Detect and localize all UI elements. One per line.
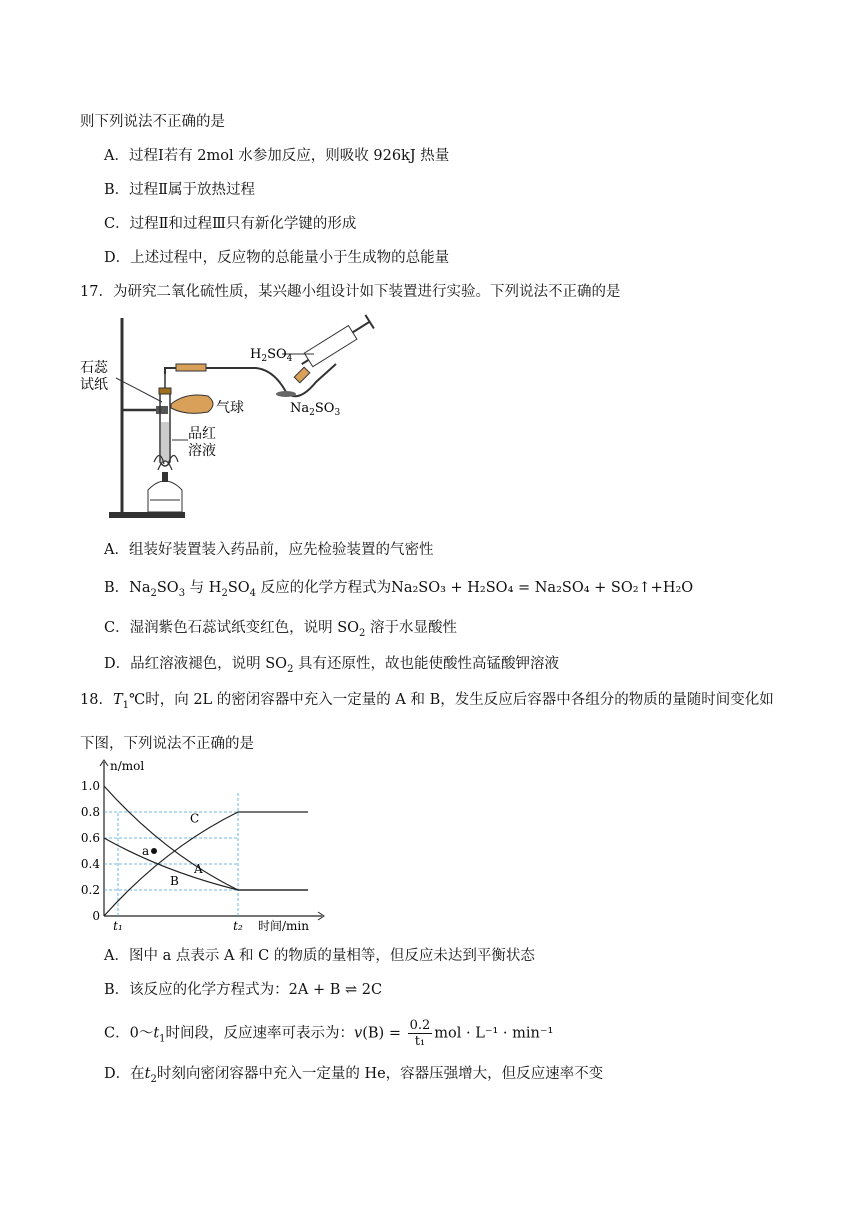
label-h2so4: $H_2SO_4$ <box>250 347 293 364</box>
q17-option-d: D．品红溶液褪色，说明 $SO_2$ 具有还原性，故也能使酸性高锰酸钾溶液 <box>104 656 560 675</box>
intro-text: 则下列说法不正确的是 <box>80 114 225 130</box>
alcohol-lamp <box>148 481 182 512</box>
q16-option-c: C．过程Ⅱ和过程Ⅲ只有新化学键的形成 <box>104 216 357 232</box>
y-tick-label: 1.0 <box>80 779 100 793</box>
q17-option-b: B．$Na_2SO_3$ 与 $H_2SO_4$ 反应的化学方程式为Na₂SO₃ + H₂SO₄ = Na₂SO₄ + SO₂↑+H₂O <box>104 580 694 599</box>
rate-fraction: $\frac{0.2}{\text{t₁}}$ <box>409 1018 431 1049</box>
label-balloon: 气球 <box>216 400 244 416</box>
label-pinhong: 品红 <box>188 426 216 442</box>
q16-option-a: A．过程Ⅰ若有 2mol 水参加反应，则吸收 926kJ 热量 <box>104 148 450 164</box>
balloon <box>171 395 213 413</box>
y-tick-label: 0 <box>92 909 100 923</box>
y-tick-label: 0.8 <box>80 805 100 819</box>
x-tick-label: t₁ <box>113 919 123 933</box>
q17-equation: Na₂SO₃ + H₂SO₄ = Na₂SO₄ + SO₂↑+H₂O <box>391 580 694 596</box>
x-tick-label: t₂ <box>233 919 243 933</box>
y-tick-label: 0.4 <box>80 857 100 871</box>
q17-option-a: A．组装好装置装入药品前，应先检验装置的气密性 <box>104 542 434 558</box>
q18-option-c: C．$0\sim t_1$时间段，反应速率可表示为：v(B) = $\frac{0.2}{\text{t₁}}$ mol · L⁻¹ · min⁻¹ <box>104 1018 554 1049</box>
label-pinhong-2: 溶液 <box>188 443 216 459</box>
q16-option-b: B．过程Ⅱ属于放热过程 <box>104 182 256 198</box>
apparatus-figure <box>76 312 376 528</box>
syringe <box>304 326 357 367</box>
series-C-label: C <box>190 811 200 826</box>
series-A-label: A <box>194 862 203 877</box>
x-axis-label: 时间/min <box>258 919 309 933</box>
y-axis-label: n/mol <box>110 759 145 773</box>
q17-stem: 17．为研究二氧化硫性质，某兴趣小组设计如下装置进行实验。下列说法不正确的是 <box>80 284 621 300</box>
label-litmus: 石蕊 <box>80 360 108 376</box>
q17-option-c: C．湿润紫色石蕊试纸变红色，说明 $SO_2$ 溶于水显酸性 <box>104 620 458 639</box>
q18-stem: 18．$T_1℃$时，向 2L 的密闭容器中充入一定量的 A 和 B，发生反应后容器中各组分的物质的量随时间变化如 <box>80 692 774 711</box>
point-a <box>151 848 157 854</box>
q18-option-b: B．该反应的化学方程式为：2A + B ⇌ 2C <box>104 982 383 998</box>
label-na2so3: $Na_2SO_3$ <box>290 401 341 418</box>
y-tick-label: 0.2 <box>80 883 100 897</box>
point-a-label: a <box>142 844 150 858</box>
series-B-label: B <box>170 873 179 888</box>
q18-equation: 2A + B ⇌ 2C <box>288 982 383 998</box>
q18-option-a: A．图中 a 点表示 A 和 C 的物质的量相等，但反应未达到平衡状态 <box>104 948 535 964</box>
label-litmus-2: 试纸 <box>80 377 108 393</box>
mole-time-chart <box>78 756 338 936</box>
q16-option-d: D．上述过程中，反应物的总能量小于生成物的总能量 <box>104 250 450 266</box>
y-tick-label: 0.6 <box>80 831 100 845</box>
q18-stem-2: 下图，下列说法不正确的是 <box>80 736 254 752</box>
stand-base <box>109 512 185 518</box>
q18-option-d: D．在$t_2$时刻向密闭容器中充入一定量的 He，容器压强增大，但反应速率不变 <box>104 1066 604 1085</box>
